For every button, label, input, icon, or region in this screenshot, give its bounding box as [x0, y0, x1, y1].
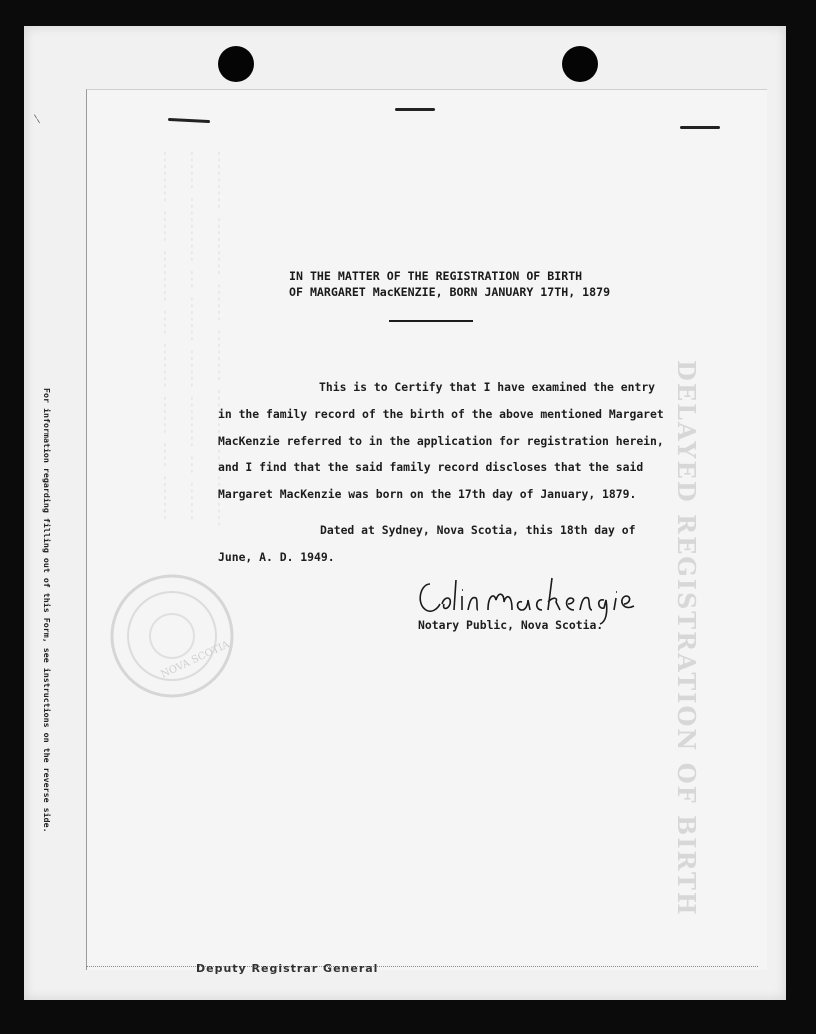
bleed-through-text: --------- --------- ------ -------- ------- ---- -------- ------ ---------- --- ------- ------ -------- --- ------ -------- ----- -------- ---- ------- ------ ---- ------- [159, 150, 226, 528]
certificate-line: in the family record of the birth of the above mentioned Margaret [218, 406, 664, 421]
punch-hole-right [562, 46, 598, 82]
margin-scribble: –– [29, 110, 46, 127]
seal-text: NOVA SCOTIA [159, 639, 232, 681]
bottom-perforation [86, 966, 758, 967]
embossed-seal [104, 570, 244, 710]
certificate-line: This is to Certify that I have examined the entry [319, 380, 656, 394]
certificate-line: Margaret MacKenzie was born on the 17th day of January, 1879. [218, 487, 637, 502]
document-heading [289, 268, 610, 300]
staple-center [395, 108, 435, 111]
footer-stamp: Deputy Registrar General [196, 962, 379, 975]
side-instruction-note: For information regarding filling out of this Form, see instructions on the reverse side. [42, 388, 52, 833]
punch-hole-left [218, 46, 254, 82]
certificate-line: MacKenzie referred to in the application for registration herein, [218, 433, 664, 448]
heading-line-2: OF MARGARET MacKENZIE, BORN JANUARY 17TH, 1879 [289, 285, 611, 299]
heading-line-1: IN THE MATTER OF THE REGISTRATION OF BIRTH [289, 269, 583, 283]
bleed-through-title: DELAYED REGISTRATION OF BIRTH [672, 360, 701, 917]
certificate-body [218, 374, 664, 571]
staple-right [680, 126, 720, 129]
notary-title: Notary Public, Nova Scotia. [418, 618, 604, 632]
dated-line: Dated at Sydney, Nova Scotia, this 18th day of [320, 522, 636, 537]
dated-line: June, A. D. 1949. [218, 549, 335, 564]
heading-rule [389, 320, 473, 322]
certificate-line: and I find that the said family record discloses that the said [218, 460, 644, 475]
